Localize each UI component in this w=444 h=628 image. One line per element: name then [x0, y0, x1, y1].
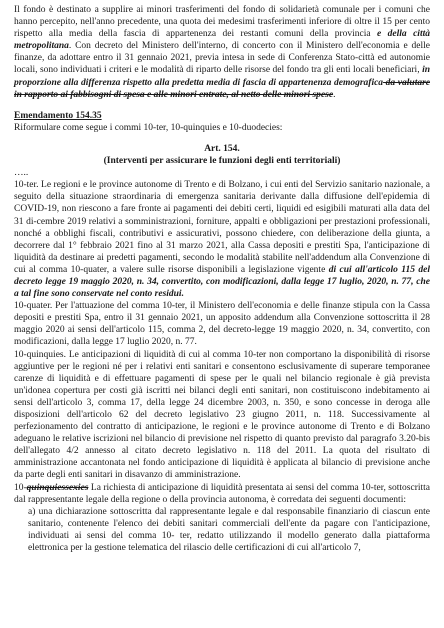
intro-deleted-text: da valutare in rapporto ai fabbisogni di spesa e alle minori entrate, al netto delle minori spese — [14, 77, 430, 100]
intro-paragraph — [14, 4, 430, 101]
intro-inserted-text-2: in proporzione alla differenza rispetto alla predetta media di fascia di appartenenza demografica — [14, 65, 430, 88]
comma-10-ter — [14, 179, 430, 300]
comma-10-ter-inserted-text: di cui all'articolo 115 del decreto legge 19 maggio 2020, n. 34, convertito, con modificazioni, dalla legge 17 luglio, 2020, n. 77, che a tal fine sono conservate nel conto residui. — [14, 264, 430, 300]
article-number: Art. 154. — [204, 143, 240, 154]
comma-10-quinquies: 10-quinquies. Le anticipazioni di liquidità di cui al comma 10-ter non comportano la disponibilità di risorse aggiuntive per le regioni né per i relativi enti sanitari e consentono esclusivamente di superare temporanee carenze di liquidità e di effettuare pagamenti di spese per le quali nel bilancio regionale è già prevista un'idonea copertura per costi già iscritti nei bilanci degli enti sanitari, non costituiscono indebitamento ai sensi dell'articolo 3, comma 17, della legge 24 dicembre 2003, n. 350, e sono concesse in deroga alle disposizioni dell'articolo 62 del decreto legislativo 23 giugno 2011, n. 118. Successivamente al perfezionamento del contratto di anticipazione, le regioni e le province autonome di Trento e di Bolzano adeguano le relative iscrizioni nel bilancio di previsione nel rispetto di quanto previsto dal paragrafo 3.20-bis dell'allegato 4/2 annesso al citato decreto legislativo n. 118 del 2011. La quota del risultato di amministrazione accantonata nel fondo anticipazione di liquidità è applicata al bilancio di previsione anche da parte degli enti sanitari in disavanzo di amministrazione. — [14, 349, 430, 481]
comma-10-quater: 10-quater. Per l'attuazione del comma 10-ter, il Ministero dell'economia e delle finanze stipula con la Cassa depositi e prestiti Spa, entro il 31 gennaio 2021, un apposito addendum alla Convenzione sottoscritta il 28 maggio 2020 ai sensi dell'articolo 115, comma 2, del decreto-legge 19 maggio 2020, n. 34, convertito, con modificazioni, dalla legge 17 luglio 2020, n. 77. — [14, 301, 430, 348]
comma-10-sexies — [14, 482, 430, 506]
intro-text-end: . — [333, 89, 336, 100]
article-heading: (Interventi per assicurare le funzioni degli enti territoriali) — [103, 156, 341, 167]
amendment-title: Emendamento 154.35 — [14, 110, 102, 121]
intro-text-mid: . Con decreto del Ministero dell'interno, di concerto con il Ministero dell'economia e delle finanze, da adottare entro il 31 gennaio 2021, previa intesa in sede di Conferenza Stato-città ed autonomie locali, sono individuati i criteri e le modalità di riparto delle risorse del fondo tra gli enti locali beneficiari, — [14, 41, 430, 76]
comma-10-ter-text: 10-ter. Le regioni e le province autonome di Trento e di Bolzano, i cui enti del Servizio sanitario nazionale, a seguito della situazione straordinaria di emergenza sanitaria derivante dalla diffusione dell'epidemia di COVID-19, non riescono a fare fronte ai pagamenti dei debiti certi, liquidi ed esigibili maturati alla data del 31 di-cembre 2019 relativi a somministrazioni, forniture, appalti e obbligazioni per prestazioni professionali, nonché a obblighi fiscali, contributivi e assicurativi, possono chiedere, con deliberazione della giunta, a decorrere dal 1° febbraio 2021 fino al 31 marzo 2021, alla Cassa depositi e prestiti Spa, l'anticipazione di liquidità da destinare ai predetti pagamenti, secondo le modalità stabilite nell'addendum alla Convenzione di cui al comma 10-quater, a valere sulle risorse disponibili a legislazione vigente — [14, 180, 430, 275]
intro-text: Il fondo è destinato a supplire ai minori trasferimenti del fondo di solidarietà comunale per i comuni che hanno percepito, nell'anno precedente, una quota dei medesimi trasferimenti inferiore di oltre il 15 per cento rispetto alla media della fascia di appartenenza dei restanti comuni della provincia — [14, 5, 430, 40]
comma-10-sexies-item-a: a) una dichiarazione sottoscritta dal rappresentante legale e dal responsabile finanziario di ciascun ente sanitario, contenente l'elenco dei debiti sanitari commerciali dell'ente da pagare con l'anticipazione, individuati ai sensi del comma 10- ter, redatto utilizzando il modello generato dalla piattaforma elettronica per la gestione telematica del rilascio delle certificazioni di cui all'articolo 7, — [28, 506, 430, 554]
article-ellipsis: ….. — [14, 168, 29, 179]
intro-inserted-text: e della città metropolitana — [14, 29, 430, 52]
comma-10-sexies-text: La richiesta di anticipazione di liquidità presentata ai sensi del comma 10-ter, sottoscritta dal rappresentante legale della regione o della provincia autonoma, è corredata dei seguenti documenti: — [14, 482, 430, 505]
comma-10-sexies-prefix: 10- — [14, 482, 27, 493]
amendment-instruction: Riformulare come segue i commi 10-ter, 10-quinquies e 10-duodecies: — [14, 122, 283, 133]
comma-10-sexies-deleted-number: quinquiessexies — [26, 482, 89, 493]
